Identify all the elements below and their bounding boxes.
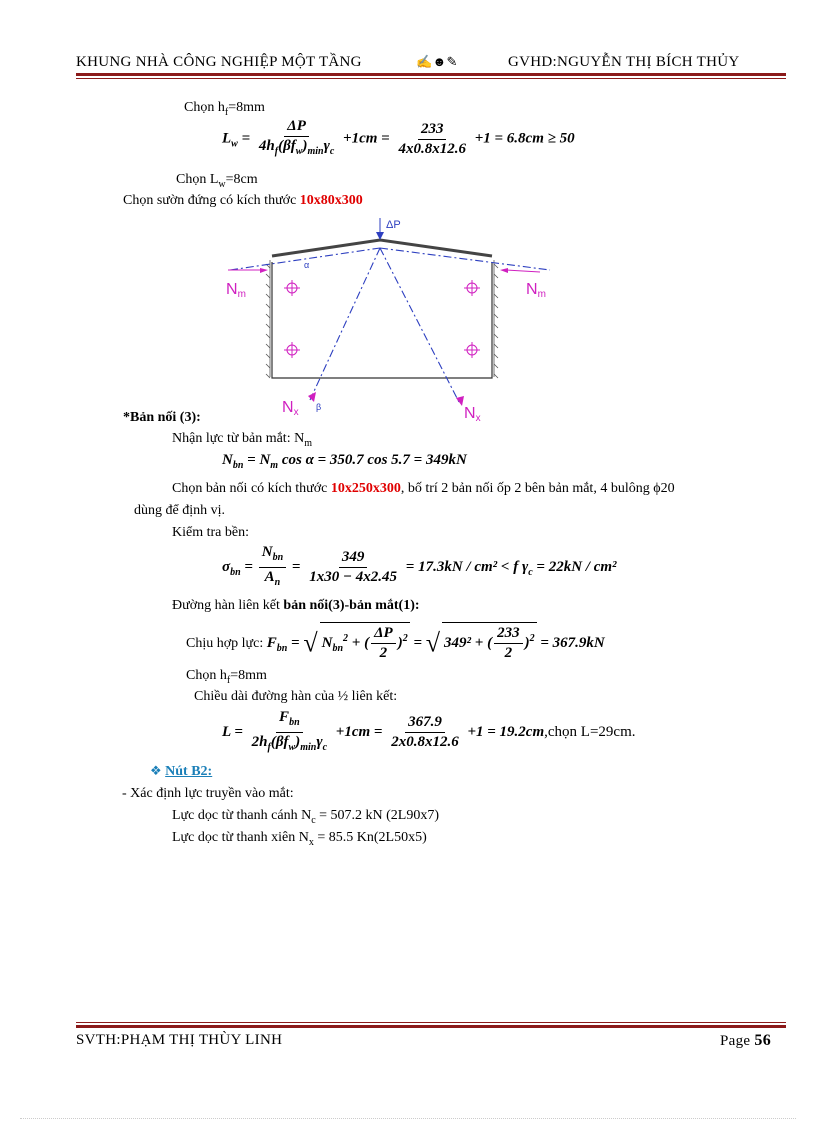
page-bottom-dots	[20, 1118, 796, 1119]
footer-rule-thick	[76, 1025, 786, 1028]
label-nm-right-sub: m	[537, 289, 546, 300]
chieu-dai-line: Chiều dài đường hàn của ½ liên kết:	[194, 689, 398, 704]
svg-text:Nm	[226, 281, 246, 300]
ban-noi-heading: *Bản nối (3):	[123, 410, 201, 425]
lw-equation: $L_w$ = $\frac{\Delta P}{4h_f(\beta f_w)_{min}\gamma_c}$ +1cm = $\frac{233}{4x0.8x12.6}$ +1 = 6.8cm ≥ 50	[222, 118, 575, 157]
footer-author: SVTH:PHẠM THỊ THÙY LINH	[76, 1032, 283, 1048]
chiu-hop-luc-line: Chịu hợp lực: $F_{bn}$ = √ $N_{bn}^2$ + ( $\frac{\Delta P}{2}$ )$^2$ = √ 349² + ( $\frac{233}{2}$ )$^2$ = 367.9kN	[186, 622, 605, 662]
bolt-symbols	[284, 280, 480, 358]
diamond-bullet-icon: ❖	[150, 763, 162, 778]
kiem-tra-line: Kiểm tra bền:	[172, 525, 249, 540]
member-axes	[230, 248, 550, 404]
chon-suon-line: Chọn sườn đứng có kích thước 10x80x300	[123, 193, 363, 208]
chon-ban-noi-line: Chọn bản nối có kích thước 10x250x300, bố trí 2 bản nối ốp 2 bên bản mắt, 4 bulông ϕ20	[172, 481, 675, 496]
header-ornament: ✍☻✎	[416, 54, 458, 69]
nbn-equation: $N_{bn} = N_m$ cos α = 350.7 cos 5.7 = 349kN	[222, 452, 467, 471]
label-beta: β	[316, 402, 322, 412]
label-nx-left: N	[282, 399, 294, 416]
gusset-diagram	[220, 212, 560, 422]
sigma-equation: $\sigma_{bn}$ = $\frac{N_{bn}}{A_n}$ = $\frac{349}{1x30 - 4x2.45}$ = 17.3kN / cm² < f $\gamma_c = 22kN / cm^2$	[222, 544, 617, 588]
svg-text:Nx: Nx	[282, 399, 299, 418]
label-nx-right: N	[464, 405, 476, 422]
chon-hf-line: Chọn $h_f=8mm$	[184, 100, 265, 118]
header-rule-thick	[76, 73, 786, 76]
header-right: GVHD:NGUYỄN THỊ BÍCH THỦY	[508, 54, 740, 70]
header-rule-thin	[76, 78, 786, 79]
duong-han-line: Đường hàn liên kết bản nối(3)-bản mắt(1):	[172, 598, 420, 613]
nut-b2-heading: ❖ Nút B2:	[150, 763, 213, 779]
right-hatch	[494, 260, 498, 378]
svg-text:Nx: Nx	[464, 405, 481, 422]
label-delta-p: ΔP	[386, 219, 401, 231]
label-nm-left: N	[226, 281, 238, 298]
xac-dinh-line: - Xác định lực truyền vào mắt:	[122, 786, 294, 801]
left-hatch	[266, 260, 270, 378]
l-equation: L = $\frac{F_{bn}}{2h_f(\beta f_w)_{min}\gamma_c}$ +1cm = $\frac{367.9}{2x0.8x12.6}$ +1 = 19.2cm,chọn L=29cm.	[222, 709, 636, 753]
footer-rule-thin	[76, 1022, 786, 1023]
svg-text:Nm	[526, 281, 546, 300]
dung-de-line: dùng để định vị.	[134, 503, 225, 518]
label-nm-right: N	[526, 281, 538, 298]
header-left: KHUNG NHÀ CÔNG NGHIỆP MỘT TẦNG	[76, 54, 362, 70]
footer-page: Page 56	[720, 1032, 772, 1049]
luc-doc-1-line: Lực dọc từ thanh cánh $N_c = 507.2$ kN (2L90x7)	[172, 808, 440, 826]
nhan-luc-line: Nhận lực từ bản mắt: $N_m$	[172, 431, 312, 449]
label-alpha: α	[304, 260, 310, 270]
chon-lw-line: Chọn $L_w=8cm$	[176, 172, 258, 190]
chon-hf-2-line: Chọn $h_f=8mm$	[186, 668, 267, 686]
luc-doc-2-line: Lực dọc từ thanh xiên $N_x = 85.5$ Kn(2L50x5)	[172, 830, 427, 848]
label-nm-left-sub: m	[237, 289, 246, 300]
gusset-outline	[272, 262, 492, 378]
